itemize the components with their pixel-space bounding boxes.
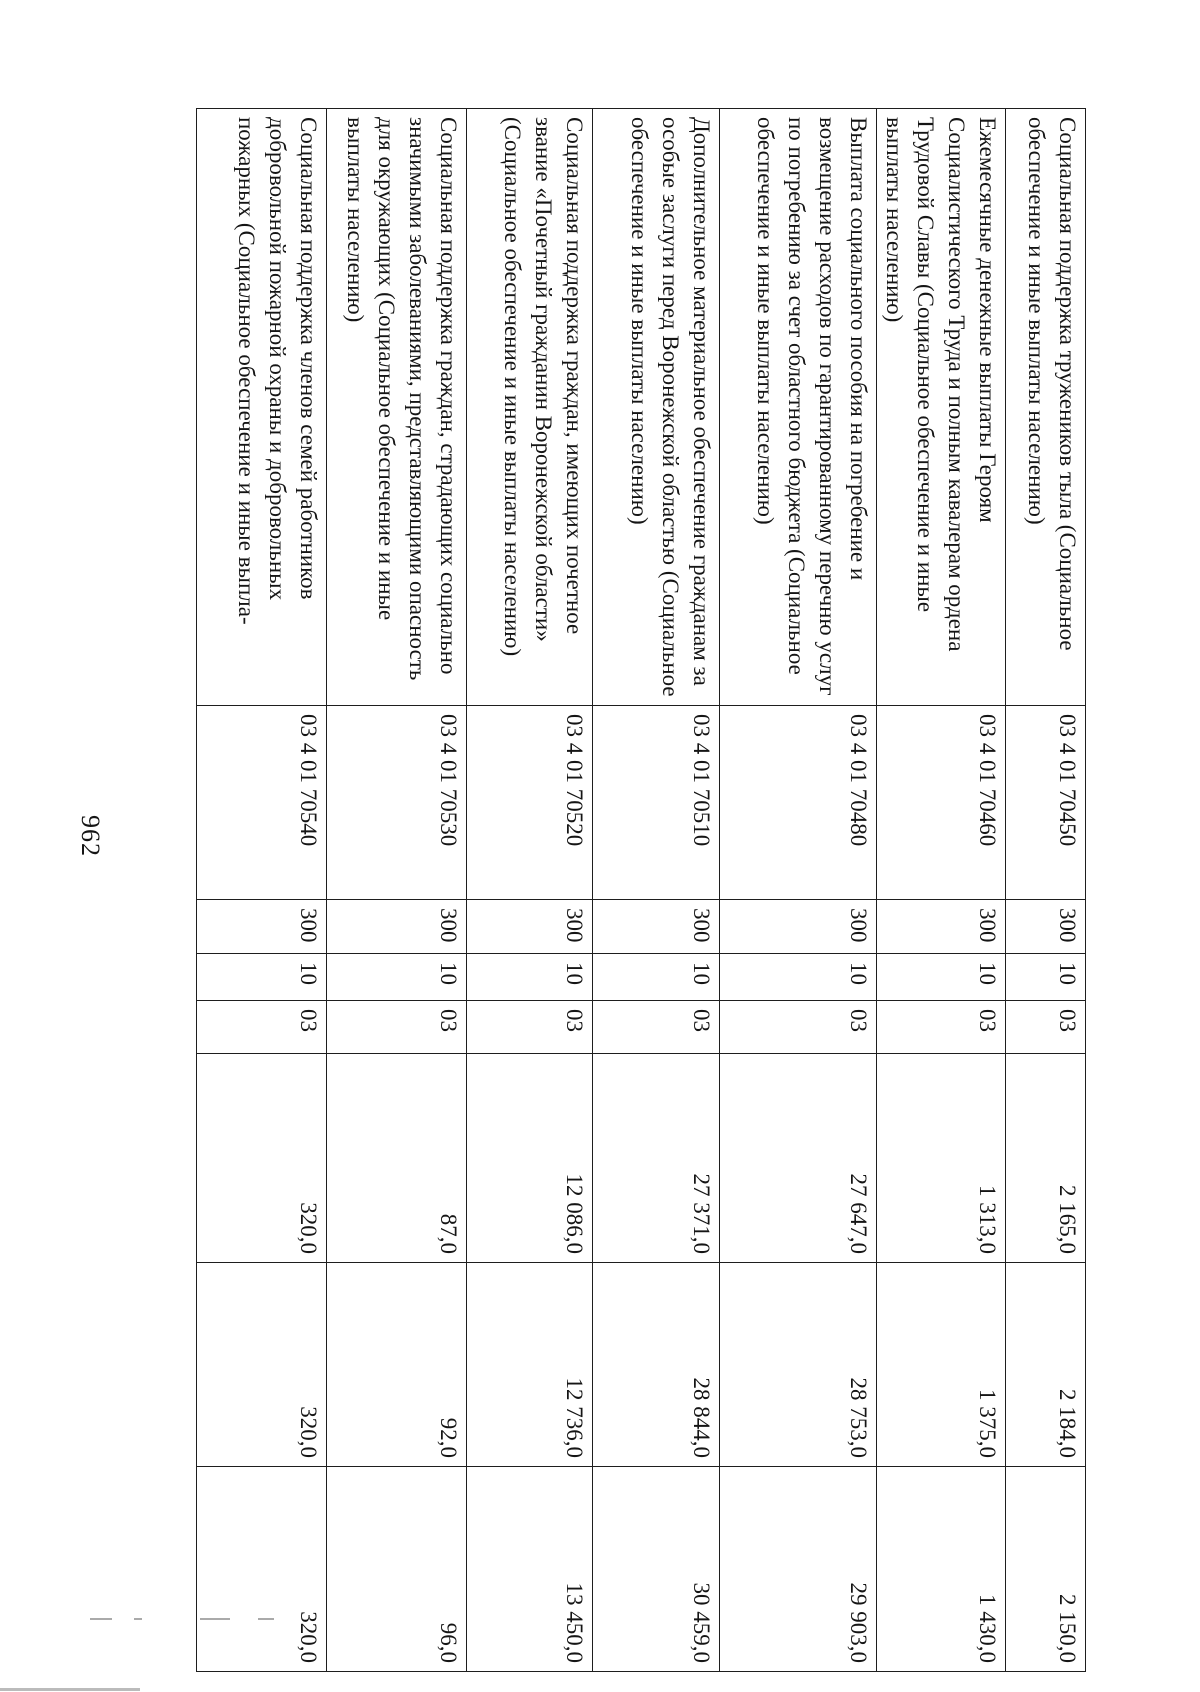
- section-cell: 10: [467, 954, 593, 1001]
- expense-type-cell: 300: [327, 900, 467, 954]
- subsection-cell: 03: [197, 1001, 327, 1054]
- amount-year1-cell: 2 165,0: [1006, 1054, 1086, 1263]
- row-name-cell: Социальная поддержка членов семей работников добровольной пожарной охраны и добровольных пожарных (Социальное обеспечение и иные выпла-: [197, 109, 327, 706]
- subsection-cell: 03: [327, 1001, 467, 1054]
- target-article-cell: 03 4 01 70450: [1006, 706, 1086, 900]
- amount-year3-cell: 29 903,0: [720, 1467, 877, 1672]
- target-article-cell: 03 4 01 70460: [877, 706, 1006, 900]
- amount-year2-cell: 28 753,0: [720, 1263, 877, 1467]
- section-cell: 10: [327, 954, 467, 1001]
- amount-year1-cell: 27 371,0: [593, 1054, 720, 1263]
- row-name-cell: Социальная поддержка граждан, страдающих социально значимыми заболеваниями, представляющими опасность для окружающих (Социальное обеспечение и иные выплаты населению): [327, 109, 467, 706]
- expense-type-cell: 300: [720, 900, 877, 954]
- amount-year2-cell: 2 184,0: [1006, 1263, 1086, 1467]
- section-cell: 10: [593, 954, 720, 1001]
- amount-year3-cell: 2 150,0: [1006, 1467, 1086, 1672]
- amount-year3-cell: 1 430,0: [877, 1467, 1006, 1672]
- target-article-cell: 03 4 01 70540: [197, 706, 327, 900]
- row-name-cell: Ежемесячные денежные выплаты Героям Социалистического Труда и полным кавалерам ордена Трудовой Славы (Социальное обеспечение и иные выплаты населению): [877, 109, 1006, 706]
- amount-year3-cell: 96,0: [327, 1467, 467, 1672]
- amount-year3-cell: 320,0: [197, 1467, 327, 1672]
- amount-year2-cell: 1 375,0: [877, 1263, 1006, 1467]
- expense-type-cell: 300: [467, 900, 593, 954]
- target-article-cell: 03 4 01 70510: [593, 706, 720, 900]
- section-cell: 10: [720, 954, 877, 1001]
- row-name-cell: Социальная поддержка граждан, имеющих почетное звание «Почетный гражданин Воронежской области» (Социальное обеспечение и иные выплаты населению): [467, 109, 593, 706]
- amount-year2-cell: 92,0: [327, 1263, 467, 1467]
- target-article-cell: 03 4 01 70480: [720, 706, 877, 900]
- expense-type-cell: 300: [593, 900, 720, 954]
- section-cell: 10: [1006, 954, 1086, 1001]
- expense-type-cell: 300: [877, 900, 1006, 954]
- subsection-cell: 03: [467, 1001, 593, 1054]
- section-cell: 10: [197, 954, 327, 1001]
- amount-year1-cell: 27 647,0: [720, 1054, 877, 1263]
- amount-year3-cell: 13 450,0: [467, 1467, 593, 1672]
- table-row: [327, 109, 467, 1672]
- scan-edge-line: [0, 1688, 140, 1691]
- row-name-cell: Социальная поддержка тружеников тыла (Социальное обеспечение и иные выплаты населению): [1006, 109, 1086, 706]
- subsection-cell: 03: [720, 1001, 877, 1054]
- target-article-cell: 03 4 01 70520: [467, 706, 593, 900]
- expense-type-cell: 300: [197, 900, 327, 954]
- budget-table: [196, 108, 1086, 1672]
- row-name-cell: Выплата социального пособия на погребение и возмещение расходов по гарантированному перечню услуг по погребению за счет областного бюджета (Социальное обеспечение и иные выплаты населению): [720, 109, 877, 706]
- table-row: [720, 109, 877, 1672]
- table-row: [467, 109, 593, 1672]
- scan-marks: [90, 1610, 330, 1630]
- table-row: [1006, 109, 1086, 1672]
- table-row: [593, 109, 720, 1672]
- budget-table-container: [200, 108, 1086, 1671]
- amount-year3-cell: 30 459,0: [593, 1467, 720, 1672]
- amount-year1-cell: 12 086,0: [467, 1054, 593, 1263]
- page-number: 962: [76, 815, 105, 857]
- subsection-cell: 03: [877, 1001, 1006, 1054]
- table-row: [877, 109, 1006, 1672]
- amount-year2-cell: 28 844,0: [593, 1263, 720, 1467]
- target-article-cell: 03 4 01 70530: [327, 706, 467, 900]
- amount-year1-cell: 87,0: [327, 1054, 467, 1263]
- amount-year2-cell: 12 736,0: [467, 1263, 593, 1467]
- row-name-cell: Дополнительное материальное обеспечение гражданам за особые заслуги перед Воронежской областью (Социальное обеспечение и иные выплаты населению): [593, 109, 720, 706]
- amount-year1-cell: 1 313,0: [877, 1054, 1006, 1263]
- section-cell: 10: [877, 954, 1006, 1001]
- expense-type-cell: 300: [1006, 900, 1086, 954]
- subsection-cell: 03: [1006, 1001, 1086, 1054]
- table-row: [197, 109, 327, 1672]
- amount-year1-cell: 320,0: [197, 1054, 327, 1263]
- amount-year2-cell: 320,0: [197, 1263, 327, 1467]
- subsection-cell: 03: [593, 1001, 720, 1054]
